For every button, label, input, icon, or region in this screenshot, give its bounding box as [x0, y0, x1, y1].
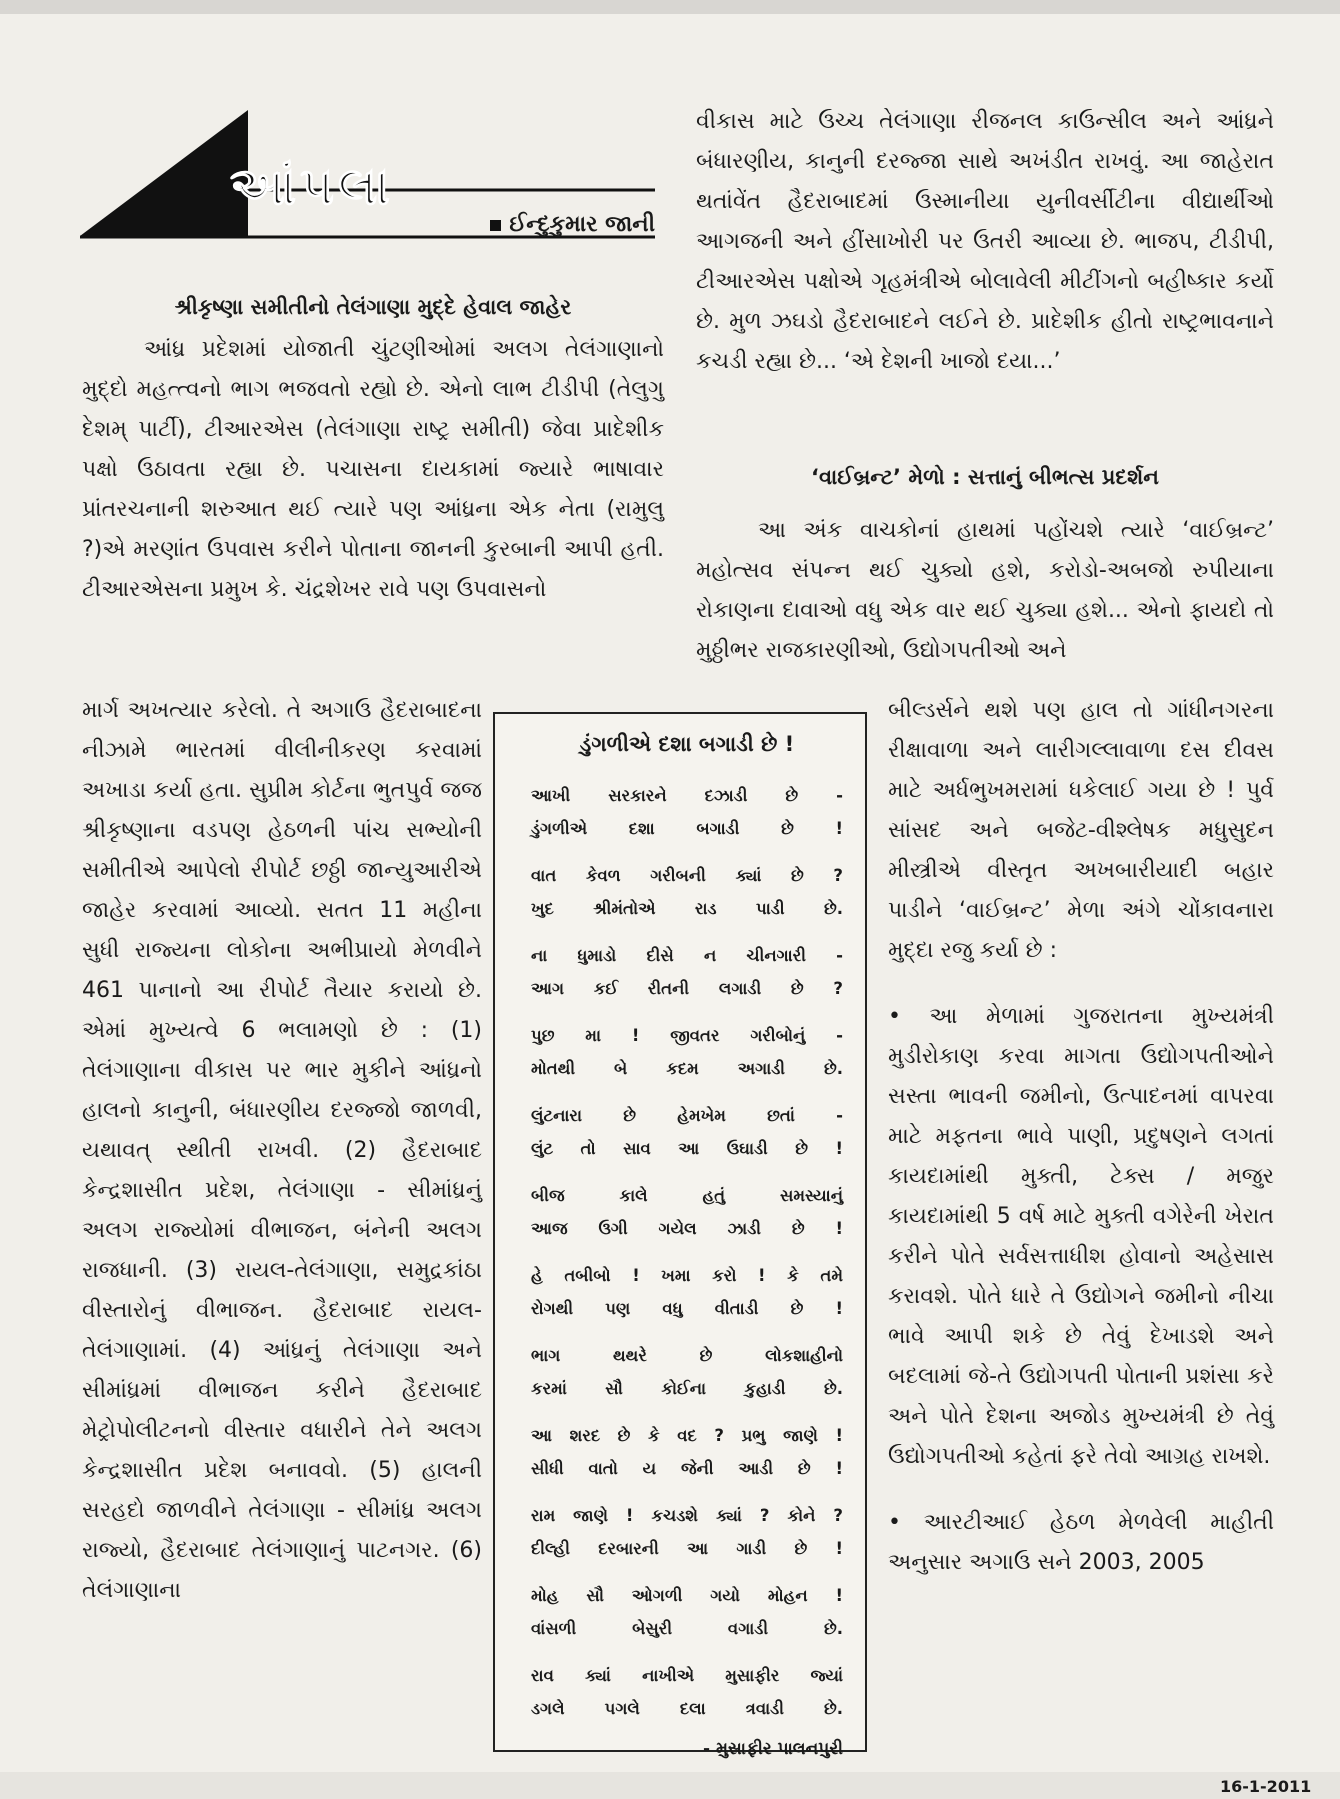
poem-stanza [531, 939, 843, 1005]
poem-stanza [531, 1099, 843, 1165]
article2-bullet-2: • આરટીઆઈ હેઠળ મેળવેલી માહીતી અનુસાર અગાઉ સને 2003, 2005 [888, 1510, 1274, 1575]
poem-stanza [531, 1259, 843, 1325]
page-date: 16-1-2011 [1220, 1777, 1312, 1796]
article2-intro: આ અંક વાચકોનાં હાથમાં પહોંચશે ત્યારે ‘વાઈબ્રન્ટ’ મહોત્સવ સંપન્ન થઈ ચુક્યો હશે, કરોડો-અબજો રુપીયાના રોકાણના દાવાઓ વધુ એક વાર થઈ ચુક્યા હશે... એનો ફાયદો તો મુઠ્ઠીભર રાજકારણીઓ, ઉદ્યોગપતીઓ અને [696, 518, 1274, 663]
poem-line: ભાગ થથરે છે લોકશાહીનો [531, 1346, 843, 1365]
poem-line: ના ધુમાડો દીસે ન ચીનગારી - [531, 946, 843, 965]
poem-line: રોગથી પણ વધુ વીતાડી છે ! [531, 1299, 843, 1318]
article2-heading: ‘વાઈબ્રન્ટ’ મેળો : સત્તાનું બીભત્સ પ્રદર્શન [811, 465, 1159, 489]
poem-line: ડગલે પગલે દલા ત્રવાડી છે. [531, 1699, 843, 1718]
poem-line: આખી સરકારને દઝાડી છે - [531, 786, 843, 805]
poem-line: બીજ કાલે હતું સમસ્યાનું [531, 1186, 843, 1205]
poem-stanza [531, 859, 843, 925]
poem-stanzas [531, 779, 843, 1725]
poem-line: ડુંગળીએ દશા બગાડી છે ! [531, 819, 843, 838]
poem-line: આગ કઈ રીતની લગાડી છે ? [531, 979, 843, 998]
article1-wide-text [82, 330, 664, 610]
article2-wide-text [696, 511, 1274, 671]
column-title: આંપલા [230, 156, 394, 217]
poem-line: હે તબીબો ! ખમા કરો ! કે તમે [531, 1266, 843, 1285]
poem-line: કરમાં સૌ કોઈના કુહાડી છે. [531, 1379, 843, 1398]
article2-paragraph: બીલ્ડર્સને થશે પણ હાલ તો ગાંધીનગરના રીક્ષાવાળા અને લારીગલ્લાવાળા દસ દીવસ માટે અર્ધભુખમરામાં ધકેલાઈ ગયા છે ! પુર્વ સાંસદ અને બજેટ-વીશ્લેષક મધુસુદન મીસ્ત્રીએ વીસ્તૃત અખબારીયાદી બહાર પાડીને ‘વાઈબ્રન્ટ’ મેળા અંગે ચોંકાવનારા મુદ્દા રજુ કર્યા છે : [888, 698, 1274, 963]
column-masthead [80, 108, 655, 244]
poem-line: લુંટ તો સાવ આ ઉઘાડી છે ! [531, 1139, 843, 1158]
poem-line: વાંસળી બેસુરી વગાડી છે. [531, 1619, 843, 1638]
poem-line: મોતથી બે કદમ અગાડી છે. [531, 1059, 843, 1078]
poem-stanza [531, 1659, 843, 1725]
scan-bottom-edge [0, 1772, 1340, 1799]
poem-box [493, 712, 867, 1759]
poem-line: આજ ઉગી ગયેલ ઝાડી છે ! [531, 1219, 843, 1238]
poem-line: મોહ સૌ ઓગળી ગયો મોહન ! [531, 1586, 843, 1605]
poem-stanza [531, 1339, 843, 1405]
article1-narrow-text [82, 691, 482, 1611]
poem-stanza [531, 1419, 843, 1485]
poem-line: રામ જાણે ! કચડશે ક્યાં ? કોને ? [531, 1506, 843, 1525]
article1-continuation: માર્ગ અખત્યાર કરેલો. તે અગાઉ હૈદરાબાદના નીઝામે ભારતમાં વીલીનીકરણ કરવામાં અખાડા કર્યા હતા. સુપ્રીમ કોર્ટના ભુતપુર્વ જજ શ્રીકૃષ્ણાના વડપણ હેઠળની પાંચ સભ્યોની સમીતીએ આપેલો રીપોર્ટ છઠ્ઠી જાન્યુઆરીએ જાહેર કરવામાં આવ્યો. સતત 11 મહીના સુધી રાજ્યના લોકોના અભીપ્રાયો મેળવીને 461 પાનાનો આ રીપોર્ટ તૈયાર કરાયો છે. એમાં મુખ્યત્વે 6 ભલામણો છે : (1) તેલંગાણાના વીકાસ પર ભાર મુકીને આંધ્રનો હાલનો કાનુની, બંધારણીય દરજ્જો જાળવી, યથાવત્ સ્થીતી રાખવી. (2) હૈદરાબાદ કેન્દ્રશાસીત પ્રદેશ, તેલંગાણા - સીમાંધ્રનું અલગ રાજ્યોમાં વીભાજન, બંનેની અલગ રાજધાની. (3) રાયલ-તેલંગાણા, સમુદ્રકાંઠા વીસ્તારોનું વીભાજન. હૈદરાબાદ રાયલ-તેલંગાણામાં. (4) આંધ્રનું તેલંગાણા અને સીમાંધ્રમાં વીભાજન કરીને હૈદરાબાદ મેટ્રોપોલીટનનો વીસ્તાર વધારીને તેને અલગ કેન્દ્રશાસીત પ્રદેશ બનાવવો. (5) હાલની સરહદો જાળવીને તેલંગાણા - સીમાંધ્ર અલગ રાજ્યો, હૈદરાબાદ તેલંગાણાનું પાટનગર. (6) તેલંગાણાના [82, 698, 482, 1603]
poem-line: આ શરદ છે કે વદ ? પ્રભુ જાણે ! [531, 1426, 843, 1445]
poem-stanza [531, 779, 843, 845]
poem-author: - મુસાફીર પાલનપુરી [702, 1739, 843, 1759]
poem-stanza [531, 1019, 843, 1085]
article1-paragraph: આંધ્ર પ્રદેશમાં યોજાતી ચુંટણીઓમાં અલગ તેલંગાણાનો મુદ્દો મહત્ત્વનો ભાગ ભજવતો રહ્યો છે. એનો લાભ ટીડીપી (તેલુગુ દેશમ્ પાર્ટી), ટીઆરએસ (તેલંગાણા રાષ્ટ્ર સમીતી) જેવા પ્રાદેશીક પક્ષો ઉઠાવતા રહ્યા છે. પચાસના દાયકામાં જ્યારે ભાષાવાર પ્રાંતરચનાની શરુઆત થઈ ત્યારે પણ આંધ્રના એક નેતા (રામુલુ ?)એ મરણાંત ઉપવાસ કરીને પોતાના જાનની કુરબાની આપી હતી. ટીઆરએસના પ્રમુખ કે. ચંદ્રશેખર રાવે પણ ઉપવાસનો [82, 337, 664, 602]
article2-narrow-text [888, 691, 1274, 1583]
scan-top-edge [0, 0, 1340, 14]
article2-bullet-1: • આ મેળામાં ગુજરાતના મુખ્યમંત્રી મુડીરોકાણ કરવા માગતા ઉદ્યોગપતીઓને સસ્તા ભાવની જમીનો, ઉત્પાદનમાં વાપરવા માટે મફતના ભાવે પાણી, પ્રદુષણને લગતાં કાયદામાંથી મુક્તી, ટેક્સ / મજુર કાયદામાંથી 5 વર્ષ માટે મુક્તી વગેરેની ખેરાત કરીને પોતે સર્વસત્તાધીશ હોવાનો અહેસાસ કરાવશે. પોતે ધારે તે ઉદ્યોગને જમીનો નીચા ભાવે આપી શકે છે તેવું દેખાડશે અને બદલામાં જે-તે ઉદ્યોગપતી પોતાની પ્રશંસા કરે અને પોતે દેશના અજોડ મુખ્યમંત્રી છે તેવું ઉદ્યોગપતીઓ કહેતાં ફરે તેવો આગ્રહ રાખશે. [888, 1004, 1274, 1469]
poem-line: દીલ્હી દરબારની આ ગાડી છે ! [531, 1539, 843, 1558]
poem-title: ડુંગળીએ દશા બગાડી છે ! [579, 732, 795, 756]
author-name: ઈન્દુકુમાર જાની [509, 212, 655, 237]
poem-line: લુંટનારા છે હેમખેમ છતાં - [531, 1106, 843, 1125]
poem-line: પુછ મા ! જીવતર ગરીબોનું - [531, 1026, 843, 1045]
author-byline [490, 212, 655, 237]
poem-line: વાત કેવળ ગરીબની ક્યાં છે ? [531, 866, 843, 885]
poem-stanza [531, 1499, 843, 1565]
poem-line: ખુદ શ્રીમંતોએ રાડ પાડી છે. [531, 899, 843, 918]
square-bullet-icon [490, 220, 501, 231]
article1-heading: શ્રીકૃષ્ણા સમીતીનો તેલંગાણા મુદ્દે હેવાલ જાહેર [174, 295, 572, 319]
poem-stanza [531, 1179, 843, 1245]
poem-line: રાવ ક્યાં નાખીએ મુસાફીર જ્યાં [531, 1666, 843, 1685]
article1-right-text [696, 102, 1274, 382]
poem-stanza [531, 1579, 843, 1645]
article1-conclusion: વીકાસ માટે ઉચ્ચ તેલંગાણા રીજનલ કાઉન્સીલ અને આંધ્રને બંધારણીય, કાનુની દરજ્જા સાથે અખંડીત રાખવું. આ જાહેરાત થતાંવેંત હૈદરાબાદમાં ઉસ્માનીયા યુનીવર્સીટીના વીદ્યાર્થીઓ આગજની અને હીંસાખોરી પર ઉતરી આવ્યા છે. ભાજપ, ટીડીપી, ટીઆરએસ પક્ષોએ ગૃહમંત્રીએ બોલાવેલી મીટીંગનો બહીષ્કાર કર્યો છે. મુળ ઝઘડો હૈદરાબાદને લઈને છે. પ્રાદેશીક હીતો રાષ્ટ્રભાવનાને કચડી રહ્યા છે... ‘એ દેશની ખાજો દયા...’ [696, 109, 1274, 374]
poem-line: સીધી વાતો ય જેની આડી છે ! [531, 1459, 843, 1478]
